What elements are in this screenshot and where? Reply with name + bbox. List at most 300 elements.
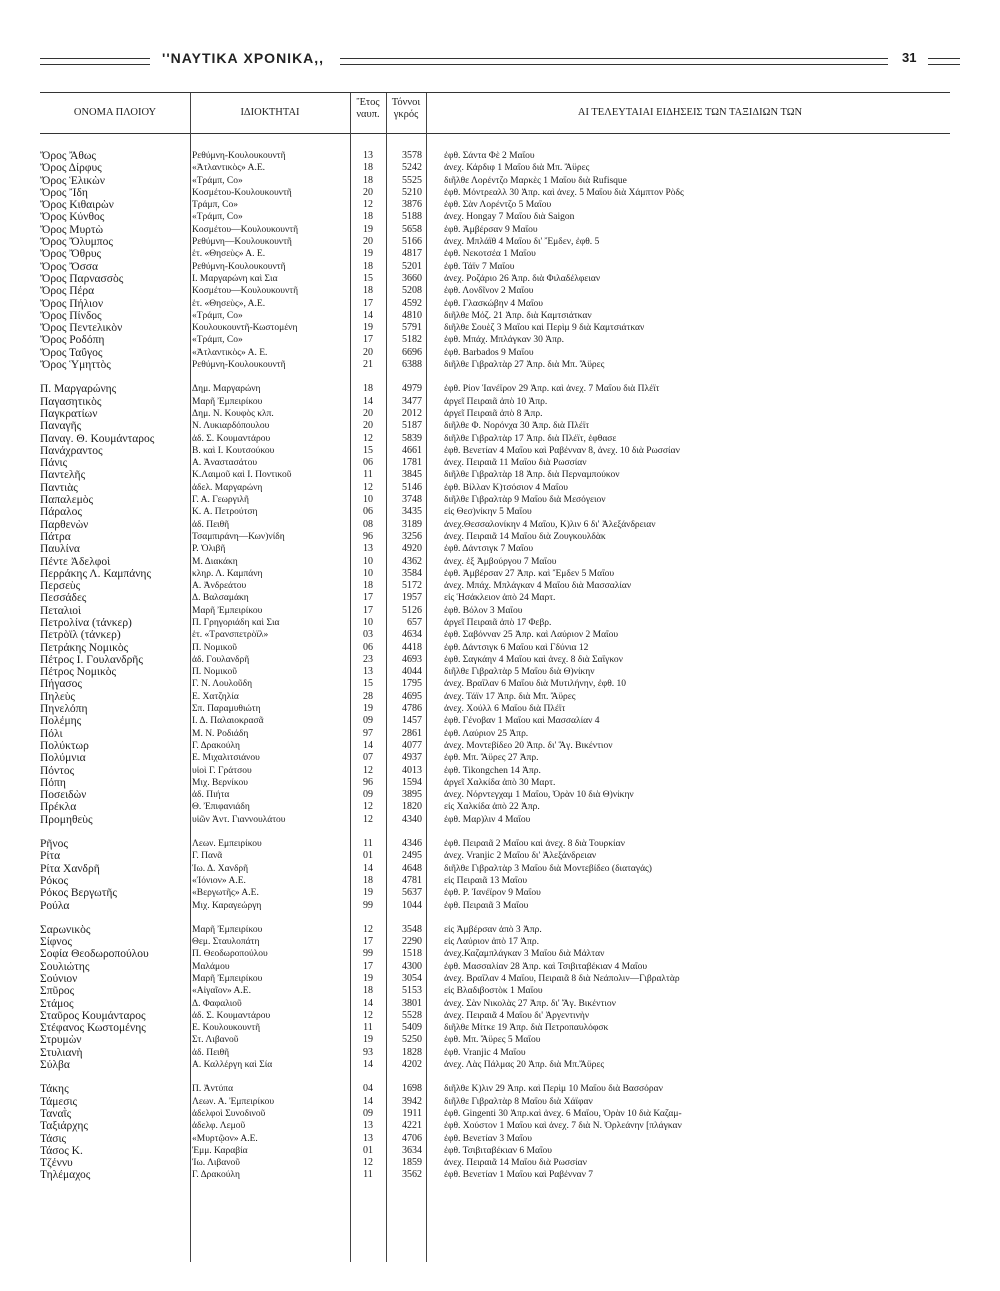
cell-year: 20	[363, 420, 373, 432]
cell-year: 14	[363, 1095, 373, 1107]
cell-news: ἐφθ. Vranjic 4 Μαΐου	[444, 1047, 526, 1058]
cell-news: εἰς Βλαδιβοστὸκ 1 Μαΐου	[444, 986, 543, 997]
cell-news: ἐφθ. Μπάχ. Μπλάγκαν 30 Ἀπρ.	[444, 335, 564, 346]
cell-ton: 5188	[402, 211, 422, 223]
cell-ton: 3562	[402, 1169, 422, 1181]
cell-ton: 1698	[402, 1083, 422, 1095]
cell-year: 18	[363, 174, 373, 186]
cell-ton: 1820	[402, 801, 422, 813]
cell-year: 12	[363, 801, 373, 813]
cell-ton: 4221	[402, 1120, 422, 1132]
cell-name: Πάτρα	[40, 530, 71, 543]
cell-name: Ρόκος Βεργωτῆς	[40, 887, 117, 900]
table-row	[40, 1083, 950, 1095]
cell-owner: ἀδ. Πειθῆ	[192, 519, 230, 530]
cell-owner: Β. καὶ Ι. Κουτσούκου	[192, 445, 275, 456]
cell-year: 09	[363, 715, 373, 727]
table-row	[40, 1059, 950, 1071]
cell-owner: «Τράμπ, Co»	[192, 335, 243, 346]
cell-ton: 6388	[402, 359, 422, 371]
cell-year: 18	[363, 383, 373, 395]
cell-news: ἐφθ. Σάντα Φὲ 2 Μαΐου	[444, 151, 535, 161]
table-row	[40, 543, 950, 555]
cell-owner: Γ. Δρακούλη	[192, 740, 240, 751]
cell-ton: 3548	[402, 923, 422, 935]
cell-name: Πόντος	[40, 764, 75, 777]
cell-year: 19	[363, 1034, 373, 1046]
cell-year: 12	[363, 199, 373, 211]
cell-year: 13	[363, 150, 373, 161]
cell-news: ἀνεχ. Βραΐλαν 6 Μαΐου διὰ Μυτιλήνην, ἐφθ. 10	[444, 679, 627, 690]
cell-name: Πάνις	[40, 457, 68, 470]
cell-news: διῆλθε Σουὲζ 3 Μαΐου καὶ Περὶμ 9 διὰ Καμτσιάτκαν	[444, 323, 645, 334]
cell-name: Παπαλεμὸς	[40, 494, 94, 507]
cell-name: Πολέμης	[40, 715, 82, 728]
cell-year: 17	[363, 592, 373, 604]
table-row	[40, 801, 950, 813]
table-row	[40, 1096, 950, 1108]
cell-name: Ὄρος Ταΰγος	[40, 346, 103, 359]
cell-ton: 5839	[402, 432, 422, 444]
table-row	[40, 961, 950, 973]
cell-year: 11	[363, 1022, 373, 1034]
cell-owner: Ε. Κουλουκουντῆ	[192, 1023, 261, 1034]
table-row	[40, 211, 950, 223]
cell-name: Παναγῆς	[40, 420, 82, 433]
cell-news: ἐφθ. Λονδῖνον 2 Μαΐου	[444, 286, 534, 297]
cell-year: 18	[363, 211, 373, 223]
cell-news: ἐφθ. Μασσαλίαν 28 Ἀπρ. καὶ Τσιβιταβέκιαν 4 Μαΐου	[444, 961, 648, 972]
cell-year: 18	[363, 260, 373, 272]
cell-year: 19	[363, 322, 373, 334]
cell-year: 17	[363, 604, 373, 616]
table-row	[40, 531, 950, 543]
cell-owner: ἀδελ. Μαργαρώνη	[192, 482, 263, 493]
cell-name: Πολύμνια	[40, 752, 86, 765]
cell-owner: «Τράμπ, Co»	[192, 310, 243, 321]
cell-news: ἀνεχ. Λὰς Πάλμας 20 Ἀπρ. διὰ Μπ.Ἄϋρες	[444, 1060, 605, 1071]
cell-owner: ἀδ. Πιήτα	[192, 790, 230, 801]
cell-ton: 4706	[402, 1132, 422, 1144]
table-row	[40, 973, 950, 985]
cell-owner: Ἐμμ. Καραβία	[192, 1145, 248, 1156]
cell-year: 15	[363, 272, 373, 284]
cell-ton: 4695	[402, 690, 422, 702]
cell-ton: 3801	[402, 997, 422, 1009]
cell-owner: Ι. Δ. Παλαιοκρασᾶ	[192, 716, 264, 727]
cell-name: Παρθενὼν	[40, 518, 89, 531]
cell-owner: Κουλουκουντῆ-Κωστομένη	[192, 323, 298, 334]
table-row	[40, 936, 950, 948]
cell-name: Σαρωνικὸς	[40, 923, 91, 936]
cell-owner: υἱοὶ Γ. Γράτσου	[192, 765, 252, 776]
cell-owner: Δημ. Μαργαρώνη	[192, 384, 261, 395]
cell-year: 10	[363, 555, 373, 567]
cell-ton: 5182	[402, 334, 422, 346]
cell-ton: 2495	[402, 850, 422, 862]
cell-owner: Α. Καλλέργη καὶ Σία	[192, 1060, 273, 1071]
cell-owner: ἑτ. «Θησεὺς» Α. Ε.	[192, 249, 266, 260]
cell-name: Ταξιάρχης	[40, 1120, 88, 1133]
cell-name: Περράκης Λ. Καμπάνης	[40, 567, 151, 580]
cell-name: Παγκρατίων	[40, 407, 98, 420]
cell-name: Πήγασος	[40, 678, 82, 691]
cell-ton: 3634	[402, 1144, 422, 1156]
cell-owner: Μιχ. Καραγεώργη	[192, 900, 262, 911]
table-row	[40, 678, 950, 690]
cell-year: 20	[363, 186, 373, 198]
cell-year: 10	[363, 616, 373, 628]
cell-owner: Δημ. Ν. Κουφὸς κλπ.	[192, 408, 274, 419]
cell-news: ἀνεχ. Χούλλ 6 Μαΐου διὰ Πλέϊτ	[444, 704, 566, 715]
cell-owner: «Ἀτλαντικὸς» Α.Ε.	[192, 163, 265, 174]
table-row	[40, 420, 950, 432]
cell-name: Ὄρος Πεντελικὸν	[40, 322, 123, 335]
cell-news: ἐφθ. Μπ. Ἄϋρες 5 Μαΐου	[444, 1035, 541, 1046]
cell-owner: υἱῶν Ἀντ. Γιαννουλάτου	[192, 814, 286, 825]
cell-name: Σταῦρος Κουμάνταρος	[40, 1009, 146, 1022]
cell-name: Τάσις	[40, 1132, 67, 1145]
table-row	[40, 482, 950, 494]
cell-ton: 3845	[402, 469, 422, 481]
table-row	[40, 580, 950, 592]
column-header-tons-top: Τόννοι	[391, 97, 421, 108]
cell-year: 19	[363, 703, 373, 715]
cell-owner: Ρεθύμνη-Κουλουκουντῆ	[192, 151, 286, 161]
cell-name: Πηνελόπη	[40, 703, 88, 716]
cell-news: ἀνεχ. Σὰν Νικολὰς 27 Ἀπρ. δι' Ἅγ. Βικέντιον	[444, 998, 616, 1009]
cell-ton: 4202	[402, 1059, 422, 1071]
cell-news: ἀνεχ. Μπλάϊθ 4 Μαΐου δι' Ἔμδεν, ἐφθ. 5	[444, 237, 600, 248]
cell-news: εἰς Λαύριον ἀπὸ 17 Ἀπρ.	[444, 937, 539, 948]
cell-year: 12	[363, 1009, 373, 1021]
table-row	[40, 457, 950, 469]
cell-news: ἐφθ. Βενετίαν 1 Μαΐου καὶ Ραβένναν 7	[444, 1170, 594, 1181]
cell-owner: Κοσμέτου-Κουλουκουντῆ	[192, 187, 292, 198]
cell-ton: 5409	[402, 1022, 422, 1034]
cell-ton: 5637	[402, 887, 422, 899]
cell-news: ἀνεχ. Νόρντεγχαμ 1 Μαΐου, Ὀρὰν 10 διὰ Θ)νίκην	[444, 790, 634, 801]
table-row	[40, 1157, 950, 1169]
table-row	[40, 556, 950, 568]
cell-name: Π. Μαργαρώνης	[40, 383, 117, 396]
cell-owner: Ε. Μιχαλιτσιάνου	[192, 753, 260, 764]
cell-news: ἀνεχ. Πειραιᾶ 11 Μαΐου διὰ Ρωσσίαν	[444, 458, 587, 469]
cell-news: εἰς Χαλκίδα ἀπὸ 22 Ἀπρ.	[444, 802, 540, 813]
cell-owner: Κοσμέτου—Κουλουκουντῆ	[192, 224, 299, 235]
cell-news: ἀνεχ. Πειραιᾶ 4 Μαΐου δι' Ἀργεντινὴν	[444, 1010, 590, 1021]
table-row	[40, 1034, 950, 1046]
header-rule-middle	[340, 58, 888, 65]
cell-name: Ὄρος Μυρτὼ	[40, 223, 104, 236]
cell-ton: 1457	[402, 715, 422, 727]
cell-ton: 4781	[402, 874, 422, 886]
cell-name: Σύλβα	[40, 1059, 70, 1072]
cell-name: Πεταλιοὶ	[40, 604, 82, 617]
cell-news: ἀνεχ. Μπάχ. Μπλάγκαν 4 Μαΐου διὰ Μασσαλίαν	[444, 581, 632, 592]
table-row	[40, 629, 950, 641]
table-row	[40, 728, 950, 740]
column-header-owners: ΙΔΙΟΚΤΗΤΑΙ	[240, 107, 300, 118]
cell-ton: 5210	[402, 186, 422, 198]
cell-news: ἐφθ. Λαύριον 25 Ἀπρ.	[444, 728, 529, 739]
table-row	[40, 642, 950, 654]
cell-name: Σούνιον	[40, 973, 78, 985]
cell-ton: 1518	[402, 948, 422, 960]
cell-year: 19	[363, 248, 373, 260]
table-row	[40, 740, 950, 752]
cell-news: ἀνεχ. Vranjic 2 Μαΐου δι' Ἀλεξάνδρειαν	[444, 851, 597, 862]
cell-year: 12	[363, 764, 373, 776]
cell-year: 12	[363, 923, 373, 935]
header-rule-right	[928, 58, 960, 65]
table-row	[40, 334, 950, 346]
cell-name: Ταναῒς	[40, 1107, 72, 1120]
cell-ton: 5525	[402, 174, 422, 186]
table-row	[40, 605, 950, 617]
cell-owner: Μ. Διακάκη	[192, 556, 238, 567]
cell-ton: 4300	[402, 960, 422, 972]
cell-news: διῆλθε Γιβραλτὰρ 27 Ἀπρ. διὰ Μπ. Ἄϋρες	[444, 360, 605, 371]
table-row	[40, 765, 950, 777]
table-row	[40, 150, 950, 162]
cell-news: ἀργεῖ Χαλκίδα ἀπὸ 30 Μαρτ.	[444, 777, 556, 788]
cell-year: 14	[363, 309, 373, 321]
table-row	[40, 1010, 950, 1022]
header-divider	[426, 93, 427, 133]
cell-year: 23	[363, 653, 373, 665]
cell-name: Πηλεὺς	[40, 690, 75, 703]
cell-year: 14	[363, 997, 373, 1009]
cell-ton: 3584	[402, 567, 422, 579]
table-row	[40, 900, 950, 912]
cell-owner: Μαρῆ Ἐμπειρίκου	[192, 924, 263, 935]
cell-ton: 3660	[402, 272, 422, 284]
cell-owner: Τράμπ, Co»	[192, 200, 238, 211]
cell-owner: Π. Νομικοῦ	[192, 642, 237, 653]
table-row	[40, 519, 950, 531]
cell-name: Ρούλα	[40, 899, 70, 912]
cell-news: ἐφθ. Ρίον Ἰανέϊρον 29 Ἀπρ. καὶ ἀνεχ. 7 Μαΐου διὰ Πλέϊτ	[444, 384, 660, 395]
cell-news: ἀργεῖ Πειραιᾶ ἀπὸ 17 Φεβρ.	[444, 617, 552, 628]
cell-owner: Γ. Α. Γεωργιλῆ	[192, 495, 249, 506]
cell-name: Ὄρος Κύνθος	[40, 211, 105, 224]
cell-name: Στρυμὼν	[40, 1034, 82, 1047]
cell-news: ἐφθ. Μόντρεαλλ 30 Ἀπρ. καὶ ἀνεχ. 5 Μαΐου διὰ Χάμπτον Ρὸδς	[444, 187, 684, 198]
cell-ton: 1781	[402, 457, 422, 469]
cell-ton: 3477	[402, 395, 422, 407]
cell-year: 11	[363, 469, 373, 481]
cell-news: ἀνεχ.Καζαμπλάγκαν 3 Μαΐου διὰ Μάλταν	[444, 949, 605, 960]
cell-news: εἰς Πειραιᾶ 13 Μαΐου	[444, 875, 528, 886]
table-row	[40, 1047, 950, 1059]
cell-ton: 1044	[402, 899, 422, 911]
cell-ton: 3895	[402, 789, 422, 801]
cell-name: Πόπη	[40, 776, 66, 789]
cell-owner: Κ.Λαιμοῦ καὶ Ι. Ποντικοῦ	[192, 470, 292, 481]
cell-owner: Π. Θεοδωροπούλου	[192, 949, 268, 960]
cell-year: 97	[363, 727, 373, 739]
cell-owner: Μαρῆ Ἐμπειρίκου	[192, 974, 263, 984]
cell-news: ἐφθ. Μαρ)λιν 4 Μαΐου	[444, 814, 531, 825]
table-row	[40, 924, 950, 936]
cell-news: διῆλθε Κ)λιν 29 Ἀπρ. καὶ Περὶμ 10 Μαΐου διὰ Βασσόραν	[444, 1084, 663, 1095]
cell-news: ἀνεχ. ἐξ Ἀμβούργου 7 Μαΐου	[444, 556, 557, 567]
cell-news: ἀργεῖ Πειραιᾶ ἀπὸ 8 Ἀπρ.	[444, 408, 543, 419]
cell-ton: 3876	[402, 199, 422, 211]
table-row	[40, 187, 950, 199]
cell-year: 14	[363, 1059, 373, 1071]
cell-name: Πετρὸϊλ (τάνκερ)	[40, 629, 121, 642]
cell-year: 06	[363, 457, 373, 469]
cell-news: διῆλθε Γιβραλτὰρ 5 Μαΐου διὰ Θ)νίκην	[444, 667, 595, 678]
cell-name: Ποσειδὼν	[40, 789, 87, 802]
table-row	[40, 703, 950, 715]
cell-news: ἐφθ. Ἀμβέρσαν 27 Ἀπρ. καὶ Ἔμδεν 5 Μαΐου	[444, 568, 615, 579]
cell-ton: 3748	[402, 494, 422, 506]
cell-name: Ὄρος Ἴδη	[40, 186, 88, 199]
cell-name: Προμηθεὺς	[40, 813, 93, 826]
cell-news: ἐφθ. Τάϊν 7 Μαΐου	[444, 261, 515, 272]
cell-ton: 5201	[402, 260, 422, 272]
cell-name: Τζέννυ	[40, 1157, 73, 1170]
ship-group	[40, 1083, 950, 1181]
cell-ton: 1859	[402, 1157, 422, 1169]
cell-news: ἐφθ. Βίλλαν Κ)τσόσιον 4 Μαΐου	[444, 482, 568, 493]
column-header-news: ΑΙ ΤΕΛΕΥΤΑΙΑΙ ΕΙΔΗΣΕΙΣ ΤΩΝ ΤΑΞΙΔΙΩΝ ΤΩΝ	[577, 107, 803, 118]
cell-owner: Π. Νομικοῦ	[192, 667, 237, 678]
table-row	[40, 777, 950, 789]
table-row	[40, 654, 950, 666]
cell-name: Ὄρος Πήλιον	[40, 297, 104, 310]
cell-ton: 4592	[402, 297, 422, 309]
cell-news: εἰς Θεσ)νίκην 5 Μαΐου	[444, 507, 532, 518]
cell-owner: Γ. Δρακούλη	[192, 1170, 240, 1181]
cell-year: 07	[363, 752, 373, 764]
cell-ton: 6696	[402, 346, 422, 358]
cell-owner: «Μυρτῷον» Α.Ε.	[192, 1133, 258, 1144]
cell-news: διῆλθε Μόζ. 21 Ἀπρ. διὰ Καμτσιάτκαν	[444, 310, 592, 321]
cell-news: ἐφθ. Πειραιᾶ 2 Μαΐου καὶ ἀνεχ. 8 διὰ Τουρκίαν	[444, 839, 625, 850]
cell-year: 21	[363, 359, 373, 371]
cell-owner: «Τράμπ, Co»	[192, 212, 243, 223]
cell-name: Ὄρος Ἑλικὼν	[40, 174, 105, 187]
cell-owner: Ρεθύμνη—Κουλουκουντῆ	[192, 237, 292, 248]
column-header-year	[350, 97, 386, 121]
cell-year: 15	[363, 444, 373, 456]
cell-ton: 2012	[402, 407, 422, 419]
table-row	[40, 863, 950, 875]
table-row	[40, 175, 950, 187]
table-row	[40, 715, 950, 727]
table-row	[40, 875, 950, 887]
cell-news: ἐφθ. Tikongchen 14 Ἀπρ.	[444, 765, 541, 776]
cell-ton: 5250	[402, 1034, 422, 1046]
cell-year: 10	[363, 494, 373, 506]
table-row	[40, 666, 950, 678]
cell-name: Ὄρος Ὄθρυς	[40, 248, 102, 261]
cell-name: Τάσος Κ.	[40, 1144, 83, 1157]
cell-year: 17	[363, 297, 373, 309]
cell-ton: 5172	[402, 580, 422, 592]
cell-ton: 4979	[402, 383, 422, 395]
cell-news: ἐφθ. Βόλον 3 Μαΐου	[444, 605, 523, 616]
table-row	[40, 985, 950, 997]
cell-name: Στυλιανὴ	[40, 1046, 83, 1059]
cell-news: ἐφθ. Βενετίαν 3 Μαΐου	[444, 1133, 532, 1144]
cell-news: ἐφθ. Γένοβαν 1 Μαΐου καὶ Μασσαλίαν 4	[444, 716, 600, 727]
cell-name: Ρίτα	[40, 850, 61, 863]
ship-group	[40, 383, 950, 826]
cell-ton: 4810	[402, 309, 422, 321]
cell-owner: ἀδελφ. Λεμοῦ	[192, 1121, 246, 1132]
cell-news: ἐφθ. Γλασκώβην 4 Μαΐου	[444, 298, 543, 309]
cell-owner: ἀδ. Γουλανδρῆ	[192, 654, 250, 665]
column-header-year-bottom: ναυπ.	[356, 109, 380, 120]
cell-news: ἐφθ. Σαβόνναν 25 Ἀπρ. καὶ Λαύριον 2 Μαΐου	[444, 630, 619, 641]
cell-ton: 4362	[402, 555, 422, 567]
cell-ton: 5528	[402, 1009, 422, 1021]
cell-owner: «Βεργωτῆς» Α.Ε.	[192, 888, 259, 899]
cell-year: 12	[363, 813, 373, 825]
table-row	[40, 162, 950, 174]
ship-table-body	[40, 150, 950, 1194]
cell-name: Τάμεσις	[40, 1095, 78, 1108]
cell-year: 04	[363, 1083, 373, 1095]
table-row	[40, 592, 950, 604]
cell-name: Πετράκης Νομικὸς	[40, 641, 129, 654]
cell-news: ἀνεχ. Hongay 7 Μαΐου διὰ Saigon	[444, 212, 575, 223]
cell-owner: Δ. Βαλσαμάκη	[192, 593, 249, 604]
cell-news: διῆλθε Μίτκε 19 Ἀπρ. διὰ Πετροπαυλόφσκ	[444, 1023, 609, 1034]
ship-group	[40, 924, 950, 1072]
cell-news: διῆλθε Γιβραλτὰρ 9 Μαΐου διὰ Μεσόγειον	[444, 495, 606, 506]
cell-ton: 4648	[402, 862, 422, 874]
cell-year: 19	[363, 887, 373, 899]
table-row	[40, 445, 950, 457]
cell-name: Παυλίνα	[40, 543, 80, 556]
cell-ton: 3942	[402, 1095, 422, 1107]
cell-ton: 4817	[402, 248, 422, 260]
cell-year: 11	[363, 1169, 373, 1181]
cell-owner: Ι. Μαργαρώνη καὶ Σια	[192, 273, 278, 284]
cell-year: 93	[363, 1046, 373, 1058]
column-header-year-top: Ἔτος	[356, 97, 380, 108]
cell-name: Ρίτα Χανδρῆ	[40, 862, 100, 875]
cell-year: 99	[363, 948, 373, 960]
table-row	[40, 298, 950, 310]
cell-ton: 5146	[402, 481, 422, 493]
cell-year: 13	[363, 1120, 373, 1132]
cell-year: 12	[363, 1157, 373, 1169]
cell-ton: 2290	[402, 936, 422, 948]
cell-name: Πρέκλα	[40, 801, 77, 814]
cell-year: 09	[363, 1107, 373, 1119]
cell-year: 13	[363, 666, 373, 678]
cell-year: 06	[363, 506, 373, 518]
column-header-tons	[386, 97, 426, 121]
cell-year: 18	[363, 162, 373, 174]
cell-ton: 4661	[402, 444, 422, 456]
header-rule-left	[40, 58, 150, 65]
cell-owner: Κ. Α. Πετρούτση	[192, 507, 258, 518]
cell-owner: Μαλάμου	[192, 961, 230, 972]
table-row	[40, 789, 950, 801]
cell-ton: 1957	[402, 592, 422, 604]
cell-news: ἐφθ. Μπ. Ἄϋρες 27 Ἀπρ.	[444, 753, 539, 764]
cell-news: ἀνεχ. Μοντεβίδεο 20 Ἀπρ. δι' Ἅγ. Βικέντιον	[444, 740, 613, 751]
table-row	[40, 224, 950, 236]
